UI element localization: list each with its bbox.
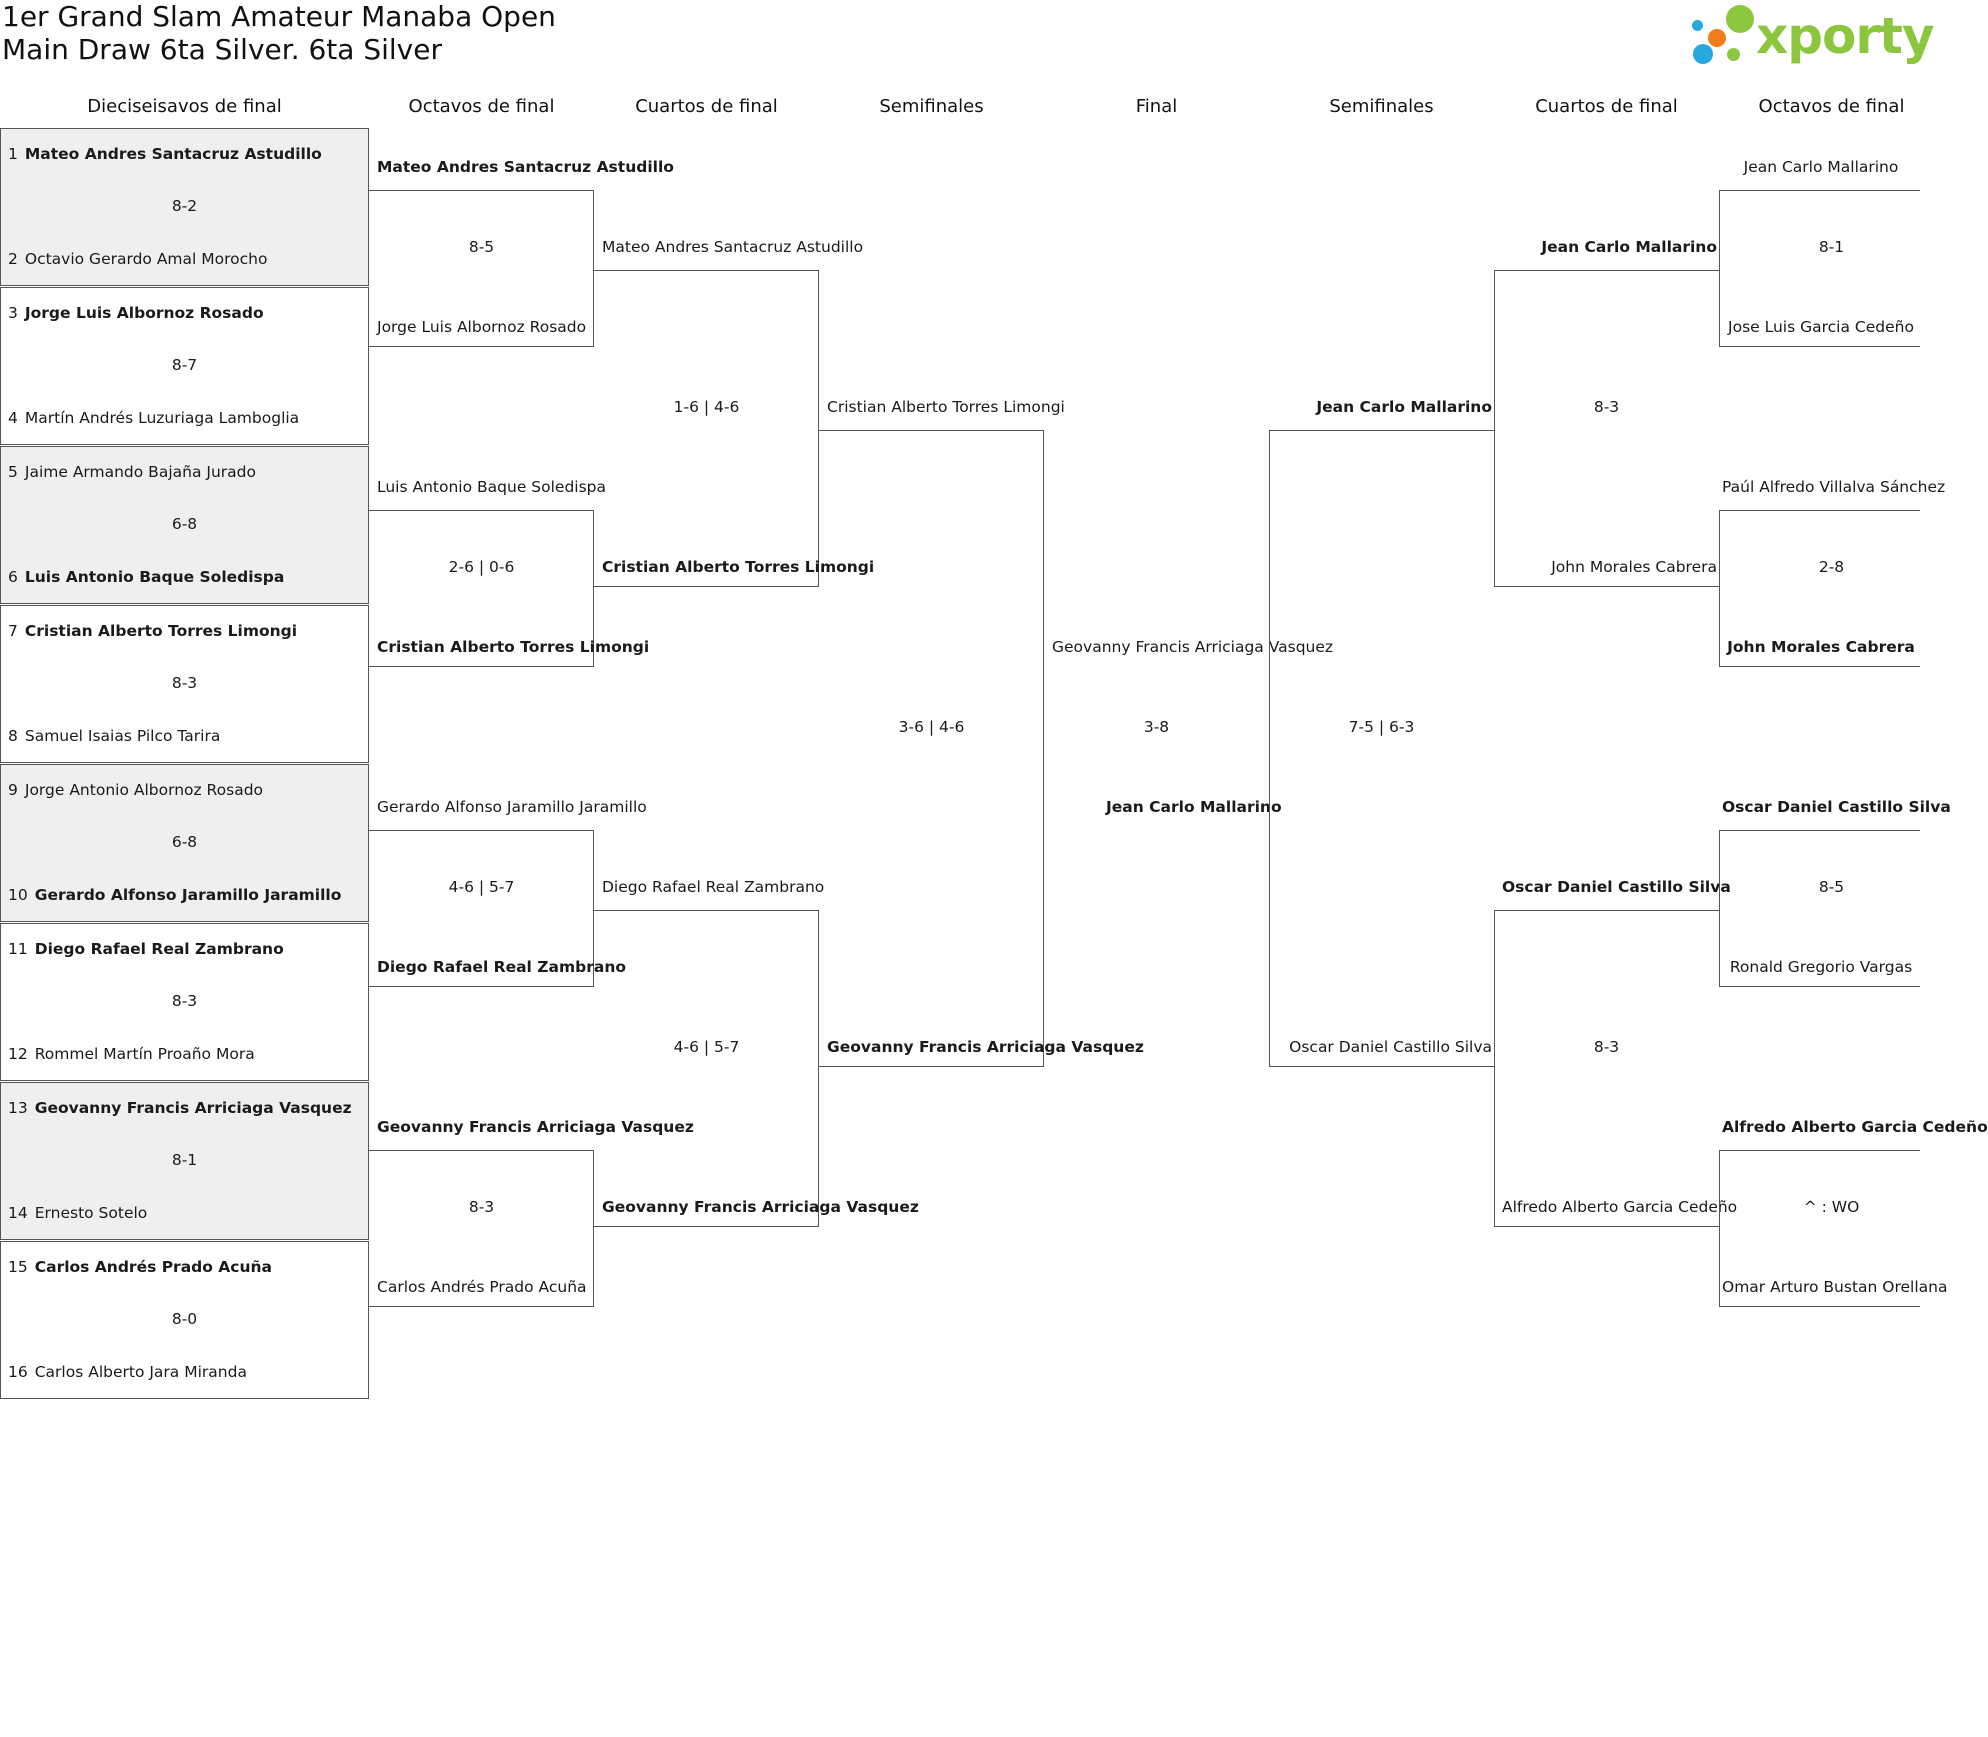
bracket-connector	[594, 270, 875, 587]
player-entry[interactable]	[8, 780, 263, 800]
match-score: 8-3	[171, 992, 198, 1010]
player-name[interactable]: Mateo Andres Santacruz Astudillo	[377, 158, 674, 176]
seed-number: 9	[8, 781, 18, 799]
player-name[interactable]: Diego Rafael Real Zambrano	[377, 958, 626, 976]
player-name[interactable]: Jean Carlo Mallarino	[1743, 158, 1899, 176]
player-name[interactable]: Geovanny Francis Arriciaga Vasquez	[827, 1038, 1144, 1056]
seed-number: 15	[8, 1258, 28, 1276]
seed-number: 16	[8, 1363, 28, 1381]
logo-wordmark: xporty	[1756, 7, 1934, 65]
match-score: 6-8	[171, 515, 198, 533]
seed-number: 5	[8, 463, 18, 481]
match-score: 8-5	[1818, 878, 1845, 896]
match-score: 1-6 | 4-6	[673, 398, 740, 416]
seed-number: 13	[8, 1099, 28, 1117]
player-name[interactable]: Alfredo Alberto Garcia Cedeño	[1722, 1118, 1988, 1136]
player-name[interactable]: John Morales Cabrera	[1551, 558, 1717, 576]
round-header: Cuartos de final	[1535, 96, 1678, 117]
match-score: 2-8	[1818, 558, 1845, 576]
player-name: Mateo Andres Santacruz Astudillo	[24, 145, 322, 163]
player-entry[interactable]	[8, 408, 299, 428]
match-score: 8-2	[171, 197, 198, 215]
seed-number: 8	[8, 727, 18, 745]
seed-number: 2	[8, 250, 18, 268]
draw-subtitle: Main Draw 6ta Silver. 6ta Silver	[2, 33, 442, 66]
match-score: 7-5 | 6-3	[1348, 718, 1415, 736]
player-entry[interactable]	[8, 1257, 272, 1277]
match-score: 8-0	[171, 1310, 198, 1328]
seed-number: 6	[8, 568, 18, 586]
round-header: Semifinales	[879, 96, 984, 117]
player-name[interactable]: Alfredo Alberto Garcia Cedeño	[1502, 1198, 1738, 1216]
player-name: Rommel Martín Proaño Mora	[34, 1045, 255, 1063]
player-name: Gerardo Alfonso Jaramillo Jaramillo	[34, 886, 342, 904]
seed-number: 7	[8, 622, 18, 640]
player-entry[interactable]	[8, 1203, 147, 1223]
xporty-logo	[1688, 0, 1934, 70]
player-entry[interactable]	[8, 303, 264, 323]
bracket-connector	[1494, 270, 1719, 587]
player-name: Jaime Armando Bajaña Jurado	[24, 463, 256, 481]
player-name[interactable]: Carlos Andrés Prado Acuña	[377, 1278, 587, 1296]
seed-number: 3	[8, 304, 18, 322]
player-entry[interactable]	[8, 144, 322, 164]
match-score: 8-3	[1593, 398, 1620, 416]
match-score: 8-3	[171, 674, 198, 692]
match-score: 2-6 | 0-6	[448, 558, 515, 576]
seed-number: 12	[8, 1045, 28, 1063]
player-name: Diego Rafael Real Zambrano	[34, 940, 284, 958]
player-name[interactable]: Geovanny Francis Arriciaga Vasquez	[377, 1118, 694, 1136]
match-score: 6-8	[171, 833, 198, 851]
player-name: Cristian Alberto Torres Limongi	[24, 622, 298, 640]
player-name: Jorge Luis Albornoz Rosado	[24, 304, 264, 322]
logo-dot-small-blue-icon	[1692, 20, 1703, 31]
match-score: 8-1	[171, 1151, 198, 1169]
player-name[interactable]: Omar Arturo Bustan Orellana	[1722, 1278, 1948, 1296]
player-name[interactable]: Geovanny Francis Arriciaga Vasquez	[1052, 638, 1334, 656]
player-name[interactable]: Jose Luis Garcia Cedeño	[1728, 318, 1914, 336]
player-name[interactable]: Cristian Alberto Torres Limongi	[827, 398, 1065, 416]
player-name[interactable]: Jean Carlo Mallarino	[1541, 238, 1717, 256]
player-entry[interactable]	[8, 249, 267, 269]
round-header: Final	[1135, 96, 1178, 117]
seed-number: 1	[8, 145, 18, 163]
seed-number: 4	[8, 409, 18, 427]
player-name[interactable]: Jean Carlo Mallarino	[1106, 798, 1282, 816]
match-score: 3-6 | 4-6	[898, 718, 965, 736]
match-score: 4-6 | 5-7	[448, 878, 515, 896]
player-name[interactable]: Diego Rafael Real Zambrano	[602, 878, 825, 896]
player-entry[interactable]	[8, 462, 256, 482]
player-name[interactable]: Oscar Daniel Castillo Silva	[1502, 878, 1731, 896]
player-name[interactable]: Mateo Andres Santacruz Astudillo	[602, 238, 864, 256]
player-name[interactable]: Paúl Alfredo Villalva Sánchez	[1722, 478, 1946, 496]
match-score: ^ : WO	[1803, 1198, 1860, 1216]
bracket-connector	[1269, 430, 1494, 1067]
match-score: 4-6 | 5-7	[673, 1038, 740, 1056]
player-entry[interactable]	[8, 939, 284, 959]
player-name[interactable]: John Morales Cabrera	[1727, 638, 1915, 656]
tournament-title: 1er Grand Slam Amateur Manaba Open	[2, 0, 556, 33]
player-name[interactable]: Cristian Alberto Torres Limongi	[377, 638, 650, 656]
player-name[interactable]: Oscar Daniel Castillo Silva	[1289, 1038, 1492, 1056]
player-name[interactable]: Cristian Alberto Torres Limongi	[602, 558, 875, 576]
logo-dot-orange-icon	[1708, 29, 1726, 47]
player-name: Jorge Antonio Albornoz Rosado	[24, 781, 264, 799]
player-entry[interactable]	[8, 1362, 247, 1382]
round-header: Octavos de final	[1758, 96, 1905, 117]
logo-dot-small-green-icon	[1727, 48, 1740, 61]
player-name[interactable]: Geovanny Francis Arriciaga Vasquez	[602, 1198, 919, 1216]
player-name[interactable]: Jean Carlo Mallarino	[1316, 398, 1492, 416]
player-entry[interactable]	[8, 567, 284, 587]
round-header: Octavos de final	[408, 96, 555, 117]
match-score: 8-3	[1593, 1038, 1620, 1056]
player-name: Samuel Isaias Pilco Tarira	[24, 727, 221, 745]
player-name: Carlos Andrés Prado Acuña	[34, 1258, 273, 1276]
player-name[interactable]: Gerardo Alfonso Jaramillo Jaramillo	[377, 798, 647, 816]
player-name[interactable]: Ronald Gregorio Vargas	[1729, 958, 1913, 976]
bracket-connector	[819, 430, 1144, 1067]
player-name: Carlos Alberto Jara Miranda	[34, 1363, 247, 1381]
player-name[interactable]: Jorge Luis Albornoz Rosado	[377, 318, 587, 336]
match-score: 3-8	[1143, 718, 1170, 736]
player-name: Martín Andrés Luzuriaga Lamboglia	[24, 409, 300, 427]
match-score: 8-7	[171, 356, 198, 374]
match-score: 8-3	[468, 1198, 495, 1216]
player-entry[interactable]	[8, 1044, 255, 1064]
player-name: Luis Antonio Baque Soledispa	[24, 568, 285, 586]
bracket-connector	[1494, 910, 1738, 1227]
player-entry[interactable]	[8, 1098, 352, 1118]
player-name: Ernesto Sotelo	[34, 1204, 148, 1222]
bracket-connector	[594, 910, 919, 1227]
player-name: Geovanny Francis Arriciaga Vasquez	[34, 1099, 352, 1117]
seed-number: 14	[8, 1204, 28, 1222]
player-entry[interactable]	[8, 885, 341, 905]
player-name[interactable]: Oscar Daniel Castillo Silva	[1722, 798, 1951, 816]
logo-dot-blue-icon	[1693, 44, 1713, 64]
seed-number: 10	[8, 886, 28, 904]
player-name[interactable]: Luis Antonio Baque Soledispa	[377, 478, 607, 496]
player-name: Octavio Gerardo Amal Morocho	[24, 250, 268, 268]
round-header: Cuartos de final	[635, 96, 778, 117]
seed-number: 11	[8, 940, 28, 958]
match-score: 8-5	[468, 238, 495, 256]
logo-dot-green-icon	[1726, 5, 1754, 33]
player-entry[interactable]	[8, 621, 297, 641]
round-header: Dieciseisavos de final	[87, 96, 282, 117]
match-score: 8-1	[1818, 238, 1845, 256]
round-header: Semifinales	[1329, 96, 1434, 117]
player-entry[interactable]	[8, 726, 220, 746]
